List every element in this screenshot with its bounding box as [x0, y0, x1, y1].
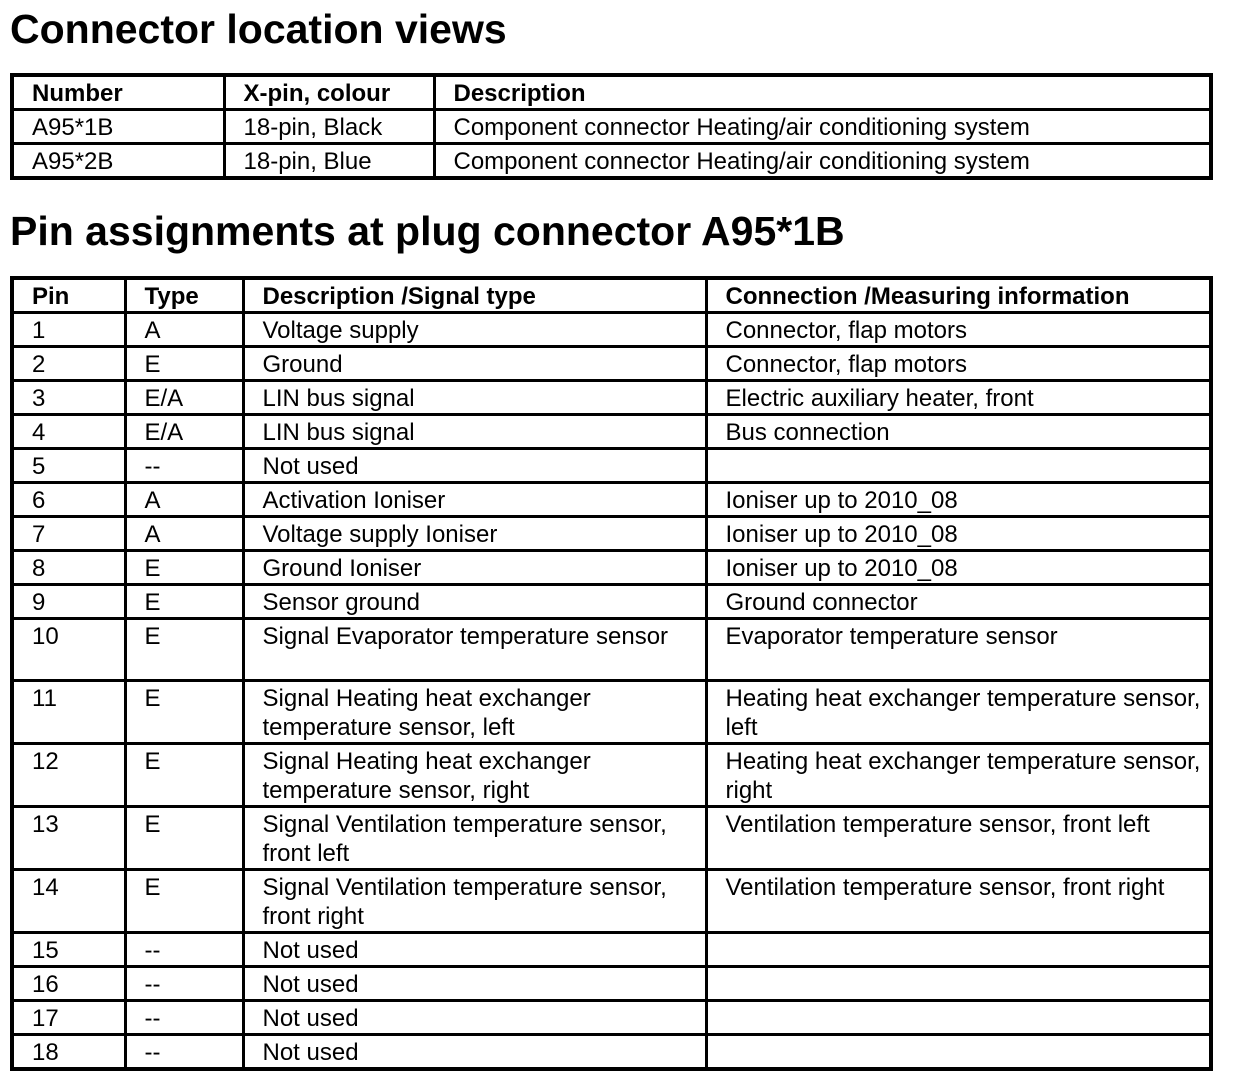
table-row — [12, 313, 1211, 347]
pin-signal-description: Voltage supply Ioniser — [243, 517, 706, 551]
header-pin: Pin — [12, 278, 125, 313]
pin-connection-info: Connector, flap motors — [706, 313, 1211, 347]
table-row — [12, 517, 1211, 551]
table-row — [12, 1001, 1211, 1035]
pin-type: -- — [125, 1001, 243, 1035]
pin-connection-info: Heating heat exchanger temperature sensor, left — [706, 681, 1211, 744]
pin-number: 16 — [12, 967, 125, 1001]
pin-signal-description: Not used — [243, 1001, 706, 1035]
pin-type: -- — [125, 933, 243, 967]
pin-type: E/A — [125, 381, 243, 415]
table-row — [12, 449, 1211, 483]
pin-connection-info: Bus connection — [706, 415, 1211, 449]
connector-description: Component connector Heating/air conditioning system — [434, 110, 1211, 144]
table-row — [12, 585, 1211, 619]
pin-number: 15 — [12, 933, 125, 967]
pin-signal-description: Sensor ground — [243, 585, 706, 619]
pin-signal-description: Signal Evaporator temperature sensor — [243, 619, 706, 681]
pin-type: E — [125, 870, 243, 933]
pin-assignment-table — [10, 276, 1213, 1071]
pin-number: 3 — [12, 381, 125, 415]
pin-connection-info — [706, 1001, 1211, 1035]
pin-type: A — [125, 517, 243, 551]
pin-number: 14 — [12, 870, 125, 933]
connector-xpin: 18-pin, Black — [224, 110, 434, 144]
table-row — [12, 144, 1211, 179]
table-row — [12, 381, 1211, 415]
connector-number: A95*1B — [12, 110, 224, 144]
header-type: Type — [125, 278, 243, 313]
pin-number: 2 — [12, 347, 125, 381]
header-number: Number — [12, 75, 224, 110]
pin-type: A — [125, 483, 243, 517]
pin-number: 6 — [12, 483, 125, 517]
pin-number: 13 — [12, 807, 125, 870]
pin-type: E — [125, 347, 243, 381]
pin-connection-info: Connector, flap motors — [706, 347, 1211, 381]
table-row — [12, 744, 1211, 807]
pin-type: E — [125, 585, 243, 619]
pin-number: 11 — [12, 681, 125, 744]
pin-connection-info: Ventilation temperature sensor, front right — [706, 870, 1211, 933]
pin-type: -- — [125, 1035, 243, 1070]
connector-description: Component connector Heating/air conditioning system — [434, 144, 1211, 179]
pin-type: E — [125, 744, 243, 807]
pin-type: -- — [125, 449, 243, 483]
table-row — [12, 347, 1211, 381]
header-signal-description: Description /Signal type — [243, 278, 706, 313]
pin-connection-info: Electric auxiliary heater, front — [706, 381, 1211, 415]
header-connection-info: Connection /Measuring information — [706, 278, 1211, 313]
pin-number: 10 — [12, 619, 125, 681]
pin-signal-description: Voltage supply — [243, 313, 706, 347]
pin-signal-description: Signal Ventilation temperature sensor, front left — [243, 807, 706, 870]
pin-signal-description: Not used — [243, 1035, 706, 1070]
pin-signal-description: LIN bus signal — [243, 415, 706, 449]
pin-signal-description: Not used — [243, 967, 706, 1001]
pin-type: -- — [125, 967, 243, 1001]
pin-connection-info: Ioniser up to 2010_08 — [706, 551, 1211, 585]
connector-number: A95*2B — [12, 144, 224, 179]
pin-signal-description: Signal Heating heat exchanger temperature sensor, right — [243, 744, 706, 807]
pin-connection-info — [706, 449, 1211, 483]
pin-signal-description: Signal Heating heat exchanger temperature sensor, left — [243, 681, 706, 744]
pin-number: 4 — [12, 415, 125, 449]
pin-connection-info — [706, 1035, 1211, 1070]
pin-type: A — [125, 313, 243, 347]
connector-xpin: 18-pin, Blue — [224, 144, 434, 179]
pin-assignments-title: Pin assignments at plug connector A95*1B — [10, 208, 845, 254]
pin-table-header — [12, 278, 1211, 313]
pin-signal-description: Not used — [243, 933, 706, 967]
pin-type: E — [125, 551, 243, 585]
table-row — [12, 1035, 1211, 1070]
pin-type: E/A — [125, 415, 243, 449]
pin-connection-info: Ground connector — [706, 585, 1211, 619]
pin-signal-description: Not used — [243, 449, 706, 483]
pin-signal-description: Signal Ventilation temperature sensor, front right — [243, 870, 706, 933]
pin-type: E — [125, 681, 243, 744]
pin-signal-description: LIN bus signal — [243, 381, 706, 415]
table-row — [12, 933, 1211, 967]
table-row — [12, 110, 1211, 144]
pin-connection-info: Ventilation temperature sensor, front left — [706, 807, 1211, 870]
header-description: Description — [434, 75, 1211, 110]
pin-number: 12 — [12, 744, 125, 807]
pin-connection-info: Heating heat exchanger temperature sensor, right — [706, 744, 1211, 807]
table-row — [12, 619, 1211, 681]
table-row — [12, 967, 1211, 1001]
pin-number: 5 — [12, 449, 125, 483]
pin-number: 18 — [12, 1035, 125, 1070]
pin-type: E — [125, 619, 243, 681]
pin-connection-info: Ioniser up to 2010_08 — [706, 483, 1211, 517]
pin-signal-description: Ground Ioniser — [243, 551, 706, 585]
pin-connection-info: Evaporator temperature sensor — [706, 619, 1211, 681]
table-row — [12, 483, 1211, 517]
table-row — [12, 415, 1211, 449]
pin-number: 9 — [12, 585, 125, 619]
table-row — [12, 551, 1211, 585]
header-xpin-colour: X-pin, colour — [224, 75, 434, 110]
pin-signal-description: Activation Ioniser — [243, 483, 706, 517]
pin-connection-info — [706, 933, 1211, 967]
pin-number: 7 — [12, 517, 125, 551]
pin-connection-info — [706, 967, 1211, 1001]
pin-number: 1 — [12, 313, 125, 347]
table-row — [12, 807, 1211, 870]
pin-number: 17 — [12, 1001, 125, 1035]
pin-type: E — [125, 807, 243, 870]
connector-table — [10, 73, 1213, 180]
pin-number: 8 — [12, 551, 125, 585]
table-row — [12, 870, 1211, 933]
table-row — [12, 681, 1211, 744]
connector-views-title: Connector location views — [10, 6, 507, 52]
pin-connection-info: Ioniser up to 2010_08 — [706, 517, 1211, 551]
connector-table-header — [12, 75, 1211, 110]
pin-signal-description: Ground — [243, 347, 706, 381]
